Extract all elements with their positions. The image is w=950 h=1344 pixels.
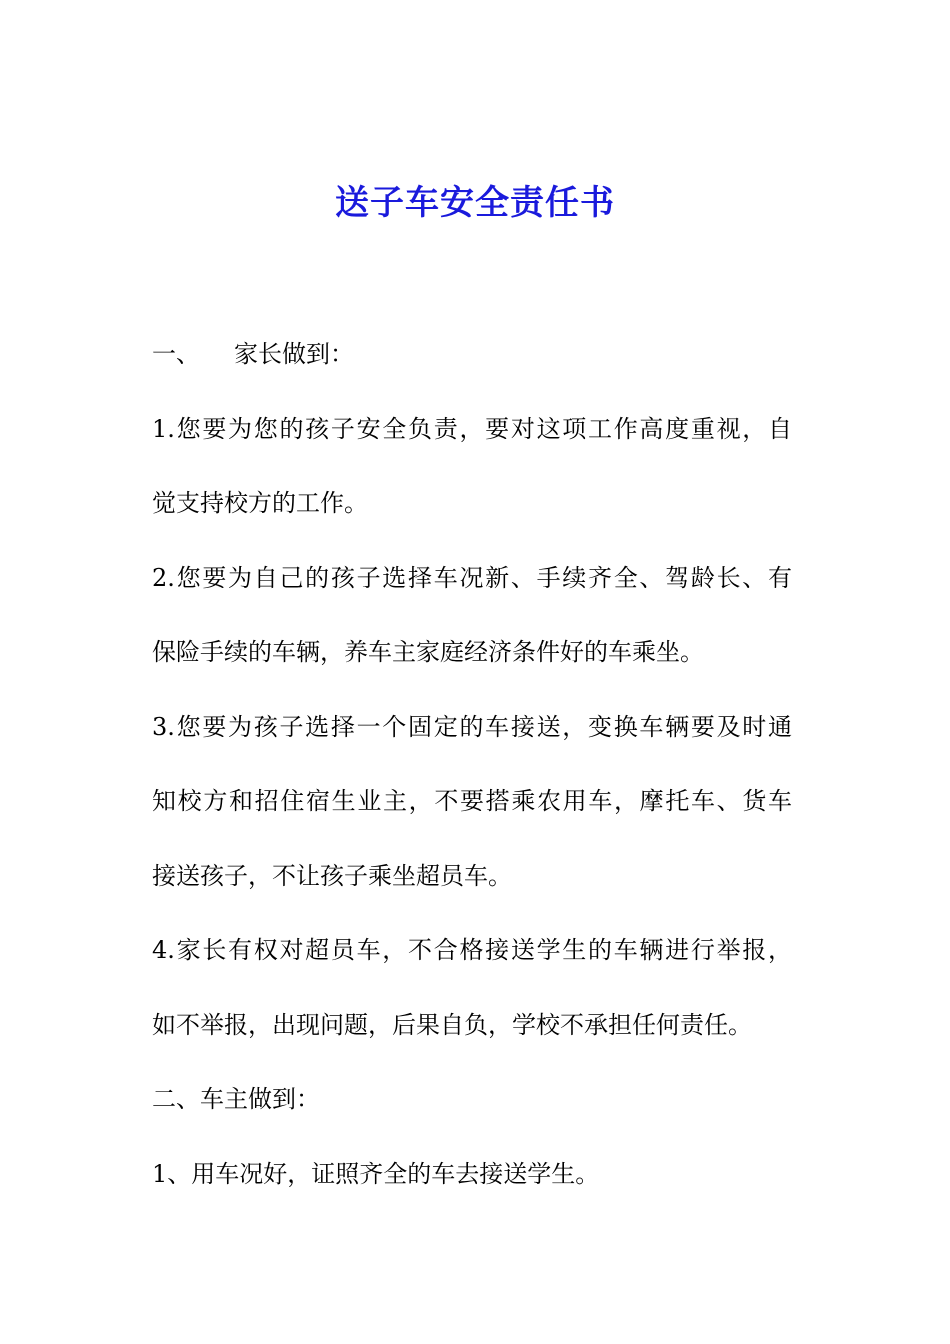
paragraph-line: 如不举报，出现问题，后果自负，学校不承担任何责任。	[152, 1010, 752, 1039]
paragraph-line: 4.家长有权对超员车，不合格接送学生的车辆进行举报，	[152, 936, 792, 964]
paragraph-line: 接送孩子，不让孩子乘坐超员车。	[152, 861, 512, 890]
section-title: 家长做到：	[234, 340, 354, 368]
paragraph-line: 1.您要为您的孩子安全负责，要对这项工作高度重视，自	[152, 414, 792, 443]
paragraph-line: 保险手续的车辆，养车主家庭经济条件好的车乘坐。	[152, 638, 704, 666]
paragraph-line: 2.您要为自己的孩子选择车况新、手续齐全、驾龄长、有	[152, 563, 792, 592]
paragraph-line: 3.您要为孩子选择一个固定的车接送，变换车辆要及时通	[152, 712, 792, 741]
paragraph-line: 1、用车况好，证照齐全的车去接送学生。	[152, 1159, 600, 1188]
section-heading-2: 二、车主做到：	[152, 1085, 320, 1113]
document-body	[152, 332, 802, 1226]
paragraph-line: 知校方和招住宿生业主，不要搭乘农用车，摩托车、货车	[152, 787, 792, 815]
paragraph-line: 觉支持校方的工作。	[152, 489, 368, 517]
section-number: 一、	[152, 340, 200, 368]
section-heading-1	[152, 332, 802, 407]
document-title: 送子车安全责任书	[335, 183, 615, 223]
